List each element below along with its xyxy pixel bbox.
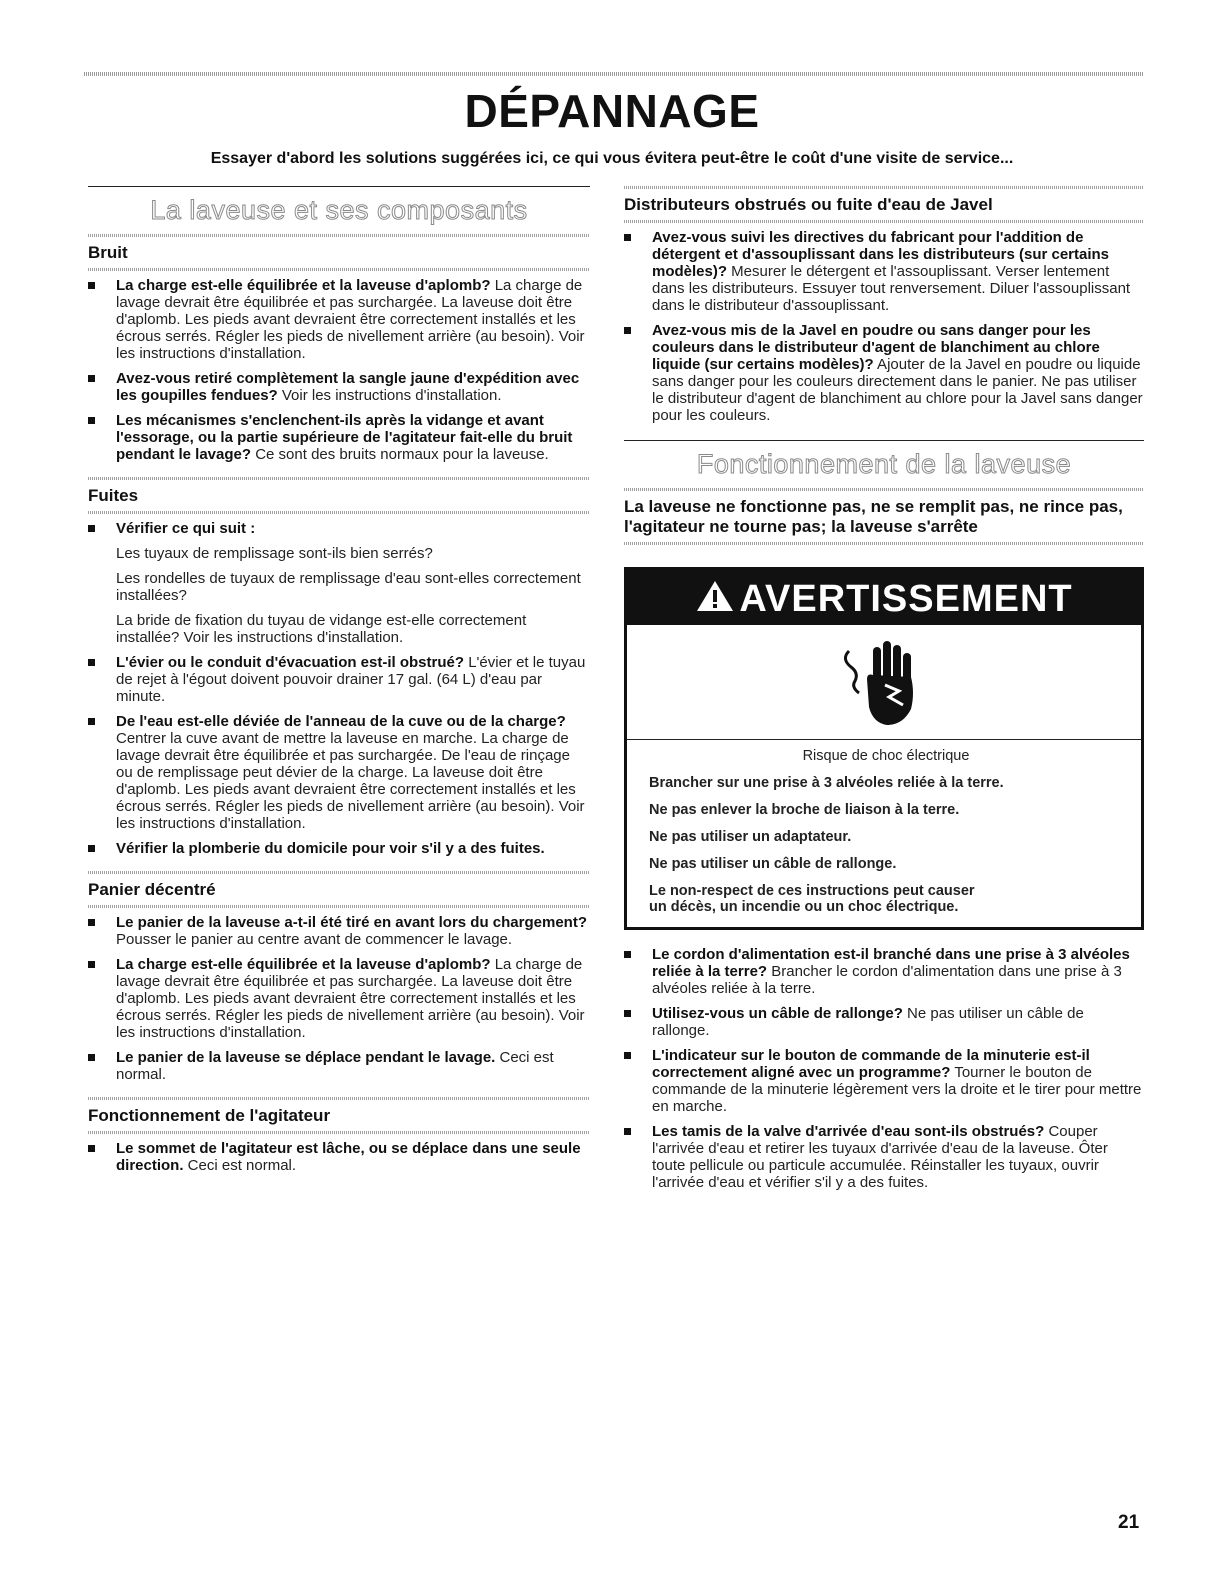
section-title-fonctionnement: Fonctionnement de la laveuse	[696, 449, 1072, 479]
dotted-rule	[624, 220, 1144, 223]
heading-panier: Panier décentré	[88, 880, 216, 899]
warning-line: Brancher sur une prise à 3 alvéoles reliée à la terre.	[649, 775, 1004, 791]
bullet-icon	[624, 1052, 631, 1059]
list-item	[102, 914, 590, 948]
question: Utilisez-vous un câble de rallonge?	[652, 1005, 903, 1022]
answer: Brancher le cordon d'alimentation dans une prise à 3 alvéoles reliée à la terre.	[652, 963, 1122, 997]
page-number: 21	[1118, 1512, 1140, 1533]
list-item	[638, 1047, 1144, 1115]
question: De l'eau est-elle déviée de l'anneau de la cuve ou de la charge?	[116, 713, 566, 730]
answer: Mesurer le détergent et l'assouplissant. Verser lentement dans les distributeurs. Essuyer tout renversement. Diluer l'assouplissant dans le distributeur d'assouplissant.	[652, 263, 1131, 314]
electric-shock-hand-icon	[837, 633, 927, 733]
answer: Ceci est normal.	[116, 1049, 554, 1083]
question: La charge est-elle équilibrée et la laveuse d'aplomb?	[116, 277, 491, 294]
top-dotted-rule	[84, 72, 1144, 76]
check-line: La bride de fixation du tuyau de vidange est-elle correctement installée? Voir les instructions d'installation.	[116, 612, 527, 646]
bullet-icon	[624, 1010, 631, 1017]
warning-triangle-icon	[695, 579, 735, 613]
warning-header	[627, 570, 1141, 625]
warning-risk: Risque de choc électrique	[802, 748, 970, 764]
bullet-icon	[88, 961, 95, 968]
warning-line: Ne pas enlever la broche de liaison à la terre.	[649, 802, 960, 818]
check-line: Les rondelles de tuyaux de remplissage d'eau sont-elles correctement installées?	[116, 570, 581, 604]
panier-list	[102, 914, 590, 1083]
list-item	[102, 520, 590, 537]
warning-title: AVERTISSEMENT	[739, 578, 1073, 620]
list-item	[638, 946, 1144, 997]
heading-laveuse: La laveuse ne fonctionne pas, ne se remplit pas, ne rince pas, l'agitateur ne tourne pas; la laveuse s'arrête	[624, 497, 1123, 536]
question: L'évier ou le conduit d'évacuation est-il obstrué?	[116, 654, 465, 671]
fuites-list	[102, 520, 590, 537]
question: Avez-vous suivi les directives du fabricant pour l'addition de détergent et d'assouplissant dans les distributeurs (sur certains modèles)?	[652, 229, 1110, 280]
heading-distributeurs: Distributeurs obstrués ou fuite d'eau de Javel	[624, 195, 993, 214]
heading-fuites: Fuites	[88, 486, 139, 505]
warning-body	[627, 740, 1141, 927]
question: Les mécanismes s'enclenchent-ils après la vidange et avant l'essorage, ou la partie supérieure de l'agitateur fait-elle du bruit pendant le lavage?	[116, 412, 573, 463]
bullet-icon	[88, 919, 95, 926]
heading-agitateur: Fonctionnement de l'agitateur	[88, 1106, 331, 1125]
dotted-rule	[88, 511, 590, 514]
dotted-rule	[88, 268, 590, 271]
list-item	[102, 277, 590, 362]
bruit-list	[102, 277, 590, 463]
list-item	[102, 654, 590, 705]
agitateur-list	[102, 1140, 590, 1174]
dotted-rule	[624, 542, 1144, 545]
answer: La charge de lavage devrait être équilibrée et pas surchargée. La laveuse doit être d'aplomb. Les pieds avant devraient être correctement installés et les écrous serrés. Régler les pieds de nivellement arrière (au besoin). Voir les instructions d'installation.	[116, 956, 585, 1041]
question: Vérifier la plomberie du domicile pour voir s'il y a des fuites.	[116, 840, 545, 857]
left-column	[88, 186, 590, 1182]
list-item	[102, 713, 590, 832]
dotted-rule	[88, 1131, 590, 1134]
answer: Ceci est normal.	[183, 1157, 297, 1174]
bullet-icon	[88, 282, 95, 289]
answer: Ne pas utiliser un câble de rallonge.	[652, 1005, 1084, 1039]
answer: La charge de lavage devrait être équilibrée et pas surchargée. La laveuse doit être d'aplomb. Les pieds avant devraient être correctement installés et les écrous serrés. Régler les pieds de nivellement arrière (au besoin). Voir les instructions d'installation.	[116, 277, 585, 362]
warning-line: Ne pas utiliser un adaptateur.	[649, 829, 852, 845]
laveuse-list	[638, 946, 1144, 1191]
answer: Tourner le bouton de commande de la minuterie légèrement vers la droite et le tirer pour mettre en marche.	[652, 1064, 1142, 1115]
question: Le panier de la laveuse a-t-il été tiré en avant lors du chargement?	[116, 914, 587, 931]
answer: Ajouter de la Javel en poudre ou liquide sans danger pour les couleurs directement dans le panier. Ne pas utiliser le distributeur d'agent de blanchiment au chlore pour la Javel sans danger pour les couleurs.	[652, 356, 1143, 424]
bullet-icon	[88, 845, 95, 852]
distributeurs-list	[638, 229, 1144, 424]
question: Avez-vous mis de la Javel en poudre ou sans danger pour les couleurs dans le distributeur d'agent de blanchiment au chlore liquide (sur certains modèles)?	[652, 322, 1100, 373]
question: Les tamis de la valve d'arrivée d'eau sont-ils obstrués?	[652, 1123, 1045, 1140]
bullet-icon	[88, 1145, 95, 1152]
list-item	[638, 1123, 1144, 1191]
check-line: Les tuyaux de remplissage sont-ils bien serrés?	[116, 545, 433, 562]
dotted-rule	[88, 905, 590, 908]
bullet-icon	[88, 525, 95, 532]
page-title: DÉPANNAGE	[464, 85, 760, 137]
question: L'indicateur sur le bouton de commande de la minuterie est-il correctement aligné avec un programme?	[652, 1047, 1090, 1081]
question: Le panier de la laveuse se déplace pendant le lavage.	[116, 1049, 496, 1066]
list-item	[102, 1049, 590, 1083]
question: Avez-vous retiré complètement la sangle jaune d'expédition avec les goupilles fendues?	[116, 370, 580, 404]
bullet-icon	[88, 718, 95, 725]
answer: Voir les instructions d'installation.	[277, 387, 502, 404]
list-item	[102, 412, 590, 463]
bullet-icon	[624, 234, 631, 241]
list-item	[102, 370, 590, 404]
bullet-icon	[88, 659, 95, 666]
section-title-composants: La laveuse et ses composants	[150, 195, 528, 225]
list-item	[102, 956, 590, 1041]
warning-box	[624, 567, 1144, 930]
right-column	[624, 186, 1144, 1199]
question: Le cordon d'alimentation est-il branché dans une prise à 3 alvéoles reliée à la terre?	[652, 946, 1130, 980]
list-item	[638, 1005, 1144, 1039]
bullet-icon	[88, 1054, 95, 1061]
answer: Couper l'arrivée d'eau et retirer les tuyaux d'arrivée d'eau de la laveuse. Ôter toute pellicule ou particule accumulée. Réinstaller les tuyaux, ouvrir l'arrivée d'eau et vérifier s'il y a des fuites.	[652, 1123, 1108, 1191]
list-item	[102, 1140, 590, 1174]
answer: Ce sont des bruits normaux pour la laveuse.	[251, 446, 549, 463]
bullet-icon	[88, 375, 95, 382]
bullet-icon	[624, 951, 631, 958]
shock-hazard-area	[627, 625, 1141, 739]
bullet-icon	[624, 327, 631, 334]
warning-consequence: Le non-respect de ces instructions peut causer	[649, 883, 975, 899]
heading-bruit: Bruit	[88, 243, 128, 262]
list-item	[102, 840, 590, 857]
bullet-icon	[88, 417, 95, 424]
list-item	[638, 229, 1144, 314]
warning-line: Ne pas utiliser un câble de rallonge.	[649, 856, 897, 872]
question: La charge est-elle équilibrée et la laveuse d'aplomb?	[116, 956, 491, 973]
list-item	[638, 322, 1144, 424]
page-subtitle: Essayer d'abord les solutions suggérées ici, ce qui vous évitera peut-être le coût d'une visite de service...	[210, 150, 1014, 167]
bullet-icon	[624, 1128, 631, 1135]
fuites-questions	[102, 654, 590, 857]
question: Le sommet de l'agitateur est lâche, ou se déplace dans une seule direction.	[116, 1140, 581, 1174]
check-label: Vérifier ce qui suit :	[116, 520, 256, 537]
answer: L'évier et le tuyau de rejet à l'égout doivent pouvoir drainer 17 gal. (64 L) d'eau par minute.	[116, 654, 586, 705]
warning-consequence: un décès, un incendie ou un choc électrique.	[649, 899, 959, 915]
answer: Pousser le panier au centre avant de commencer le lavage.	[116, 931, 513, 948]
answer: Centrer la cuve avant de mettre la laveuse en marche. La charge de lavage devrait être équilibrée et pas surchargée. De l'eau de rinçage ou de remplissage peut dévier de la charge. La laveuse doit être d'aplomb. Les pieds avant devraient être correctement installés et les écrous serrés. Régler les pieds de nivellement arrière (au besoin). Voir les instructions d'installation.	[116, 730, 585, 832]
